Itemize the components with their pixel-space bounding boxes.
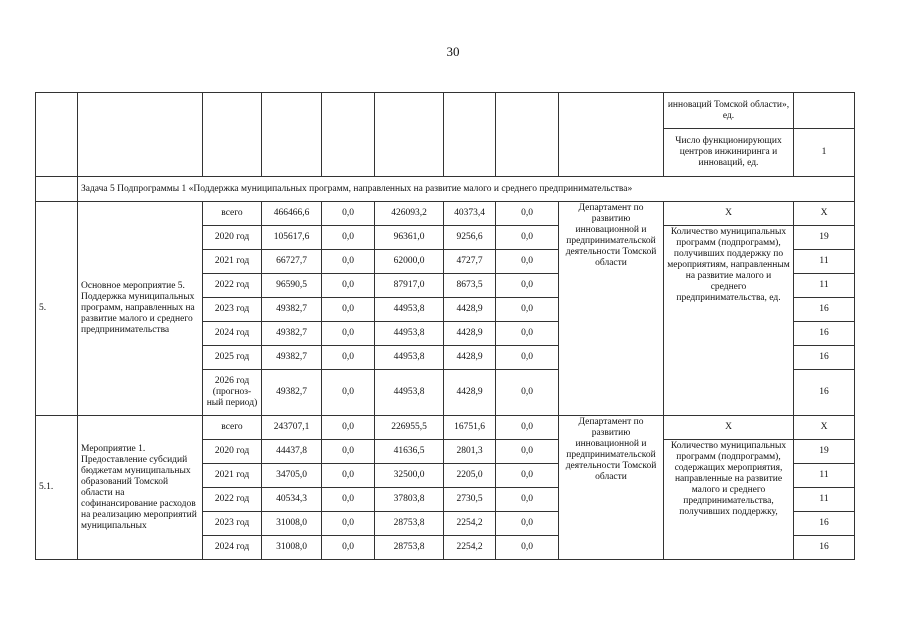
municipal-cell: 2254,2 (444, 512, 496, 536)
municipal-cell: 2254,2 (444, 536, 496, 560)
indicator-value: 11 (794, 250, 855, 274)
value-total: Х (794, 202, 855, 226)
municipal-cell: 4727,7 (444, 250, 496, 274)
federal-cell: 0,0 (322, 536, 375, 560)
other-cell: 0,0 (496, 370, 559, 416)
regional-cell: 28753,8 (375, 512, 444, 536)
program-table (35, 92, 855, 560)
table-row (36, 416, 855, 440)
municipal-cell: 2801,3 (444, 440, 496, 464)
period-cell: всего (203, 202, 262, 226)
total-cell: 40534,3 (262, 488, 322, 512)
period-cell: 2021 год (203, 464, 262, 488)
executor-cell: Департамент по развитию инновационной и предпринимательской деятельности Томской области (559, 416, 664, 560)
regional-cell: 226955,5 (375, 416, 444, 440)
total-cell: 31008,0 (262, 536, 322, 560)
federal-cell: 0,0 (322, 440, 375, 464)
other-cell: 0,0 (496, 250, 559, 274)
federal-cell: 0,0 (322, 416, 375, 440)
row-number: 5.1. (36, 416, 78, 560)
total-cell: 49382,7 (262, 346, 322, 370)
indicator-total: Х (664, 202, 794, 226)
activity-name: Мероприятие 1. Предоставление субсидий бюджетам муниципальных образований Томской области на софинансирование расходов на реализацию мероприятий муниципальных (78, 416, 203, 560)
total-cell: 96590,5 (262, 274, 322, 298)
municipal-cell: 4428,9 (444, 346, 496, 370)
period-cell: 2020 год (203, 440, 262, 464)
indicator-value: 16 (794, 322, 855, 346)
indicator-cell: инноваций Томской области», ед. (664, 93, 794, 129)
regional-cell: 44953,8 (375, 298, 444, 322)
other-cell: 0,0 (496, 226, 559, 250)
federal-cell: 0,0 (322, 346, 375, 370)
regional-cell: 87917,0 (375, 274, 444, 298)
other-cell: 0,0 (496, 274, 559, 298)
federal-cell: 0,0 (322, 488, 375, 512)
regional-cell: 62000,0 (375, 250, 444, 274)
regional-cell: 28753,8 (375, 536, 444, 560)
municipal-cell: 4428,9 (444, 370, 496, 416)
other-cell: 0,0 (496, 536, 559, 560)
total-cell: 31008,0 (262, 512, 322, 536)
table-row (36, 202, 855, 226)
other-cell: 0,0 (496, 416, 559, 440)
federal-cell: 0,0 (322, 226, 375, 250)
other-cell: 0,0 (496, 488, 559, 512)
task-title: Задача 5 Подпрограммы 1 «Поддержка муниципальных программ, направленных на развитие малого и среднего предпринимательства» (78, 177, 855, 202)
period-cell: 2026 год (прогноз-ный период) (203, 370, 262, 416)
regional-cell: 44953,8 (375, 322, 444, 346)
indicator-value: 16 (794, 536, 855, 560)
indicator-value: 11 (794, 464, 855, 488)
indicator-value: 1 (794, 129, 855, 177)
executor-cell: Департамент по развитию инновационной и предпринимательской деятельности Томской области (559, 202, 664, 416)
total-cell: 105617,6 (262, 226, 322, 250)
total-cell: 49382,7 (262, 298, 322, 322)
period-cell: 2021 год (203, 250, 262, 274)
indicator-value: 11 (794, 488, 855, 512)
period-cell: всего (203, 416, 262, 440)
period-cell: 2022 год (203, 274, 262, 298)
total-cell: 49382,7 (262, 322, 322, 346)
period-cell: 2023 год (203, 512, 262, 536)
indicator-value: 19 (794, 226, 855, 250)
regional-cell: 96361,0 (375, 226, 444, 250)
value-total: Х (794, 416, 855, 440)
indicator-value: 16 (794, 370, 855, 416)
regional-cell: 44953,8 (375, 346, 444, 370)
municipal-cell: 4428,9 (444, 298, 496, 322)
total-cell: 34705,0 (262, 464, 322, 488)
municipal-cell: 4428,9 (444, 322, 496, 346)
period-cell: 2024 год (203, 536, 262, 560)
row-number: 5. (36, 202, 78, 416)
federal-cell: 0,0 (322, 274, 375, 298)
other-cell: 0,0 (496, 512, 559, 536)
regional-cell: 44953,8 (375, 370, 444, 416)
other-cell: 0,0 (496, 322, 559, 346)
municipal-cell: 8673,5 (444, 274, 496, 298)
total-cell: 49382,7 (262, 370, 322, 416)
federal-cell: 0,0 (322, 250, 375, 274)
total-cell: 44437,8 (262, 440, 322, 464)
federal-cell: 0,0 (322, 512, 375, 536)
indicator-value: 11 (794, 274, 855, 298)
federal-cell: 0,0 (322, 322, 375, 346)
task-row (36, 177, 855, 202)
activity-name: Основное мероприятие 5. Поддержка муниципальных программ, направленных на развитие малого и среднего предпринимательства (78, 202, 203, 416)
period-cell: 2022 год (203, 488, 262, 512)
indicator-cell: Количество муниципальных программ (подпрограмм), получивших поддержку по мероприятиям, направленным на развитие малого и среднего предпринимательства, ед. (664, 226, 794, 416)
indicator-cell: Число функционирующих центров инжиниринга и инноваций, ед. (664, 129, 794, 177)
period-cell: 2025 год (203, 346, 262, 370)
indicator-total: Х (664, 416, 794, 440)
period-cell: 2024 год (203, 322, 262, 346)
municipal-cell: 16751,6 (444, 416, 496, 440)
indicator-value: 16 (794, 512, 855, 536)
municipal-cell: 2730,5 (444, 488, 496, 512)
municipal-cell: 40373,4 (444, 202, 496, 226)
federal-cell: 0,0 (322, 202, 375, 226)
municipal-cell: 9256,6 (444, 226, 496, 250)
total-cell: 466466,6 (262, 202, 322, 226)
indicator-cell: Количество муниципальных программ (подпрограмм), содержащих мероприятия, направленные на развитие малого и среднего предпринимательства, получивших поддержку, (664, 440, 794, 560)
regional-cell: 41636,5 (375, 440, 444, 464)
other-cell: 0,0 (496, 464, 559, 488)
federal-cell: 0,0 (322, 370, 375, 416)
regional-cell: 32500,0 (375, 464, 444, 488)
indicator-value: 19 (794, 440, 855, 464)
total-cell: 243707,1 (262, 416, 322, 440)
federal-cell: 0,0 (322, 298, 375, 322)
total-cell: 66727,7 (262, 250, 322, 274)
period-cell: 2020 год (203, 226, 262, 250)
regional-cell: 37803,8 (375, 488, 444, 512)
indicator-value: 16 (794, 346, 855, 370)
continuation-row (36, 93, 855, 129)
municipal-cell: 2205,0 (444, 464, 496, 488)
other-cell: 0,0 (496, 440, 559, 464)
other-cell: 0,0 (496, 202, 559, 226)
page-number: 30 (446, 44, 460, 59)
other-cell: 0,0 (496, 298, 559, 322)
period-cell: 2023 год (203, 298, 262, 322)
regional-cell: 426093,2 (375, 202, 444, 226)
other-cell: 0,0 (496, 346, 559, 370)
indicator-value: 16 (794, 298, 855, 322)
federal-cell: 0,0 (322, 464, 375, 488)
